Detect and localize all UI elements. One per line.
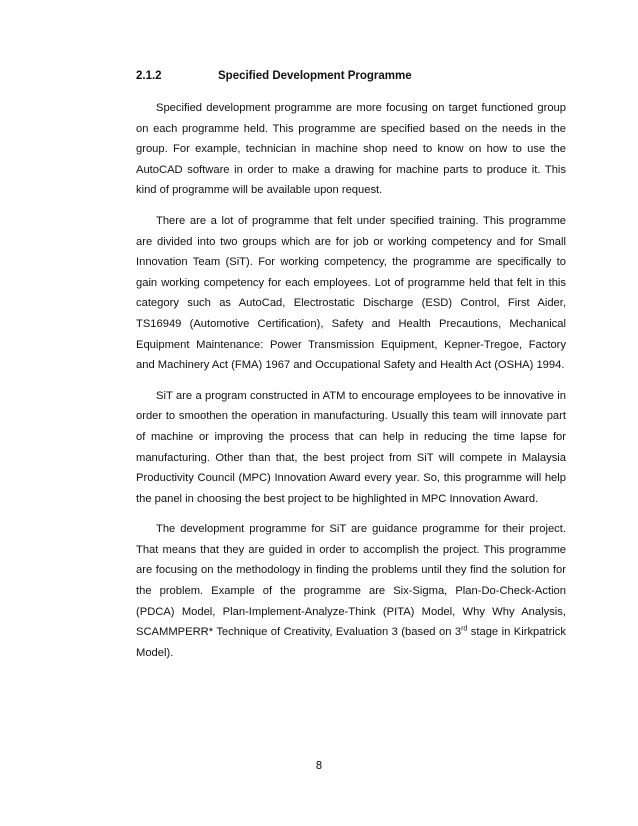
paragraph-1: Specified development programme are more focusing on target functioned group on each programme held. This programme are specified based on the needs in the group. For example, technician in machine shop need to know on how to use the AutoCAD software in order to make a drawing for machine parts to produce it. This kind of programme will be available upon request. (136, 102, 566, 197)
paragraph-3: SiT are a program constructed in ATM to encourage employees to be innovative in order to smoothen the operation in manufacturing. Usually this team will innovate part of machine or improving the process that can help in reducing the time lapse for manufacturing. Other than that, the best project from SiT will compete in Malaysia Productivity Council (MPC) Innovation Award every year. So, this programme will help the panel in choosing the best project to be highlighted in MPC Innovation Award. (136, 389, 566, 505)
paragraph-4 (136, 519, 566, 663)
section-number: 2.1.2 (136, 70, 162, 82)
paragraph-4-text: The development programme for SiT are guidance programme for their project. That means that they are guided in order to accomplish the project. This programme are focusing on the methodology in finding the problems until they find the solution for the problem. Example of the programme are Six-Sigma, Plan-Do-Check-Action (PDCA) Model, Plan-Implement-Analyze-Think (PITA) Model, Why Why Analysis, SCAMMPERR* Technique of Creativity, Evaluation 3 (based on 3 (136, 523, 566, 639)
section-heading (136, 70, 412, 82)
paragraph-2: There are a lot of programme that felt under specified training. This programme are divided into two groups which are for job or working competency and for Small Innovation Team (SiT). For working competency, the programme are specifically to gain working competency for each employees. Lot of programme held that felt in this category such as AutoCad, Electrostatic Discharge (ESD) Control, First Aider, TS16949 (Automotive Certification), Safety and Health Precautions, Mechanical Equipment Maintenance: Power Transmission Equipment, Kepner-Tregoe, Factory and Machinery Act (FMA) 1967 and Occupational Safety and Health Act (OSHA) 1994. (136, 214, 566, 372)
page-number: 8 (315, 760, 323, 772)
section-title: Specified Development Programme (218, 70, 412, 82)
body-text (136, 98, 566, 673)
ordinal-superscript: rd (461, 625, 468, 633)
paragraph-4-text-end: stage in Kirkpatrick Model). (136, 626, 566, 659)
